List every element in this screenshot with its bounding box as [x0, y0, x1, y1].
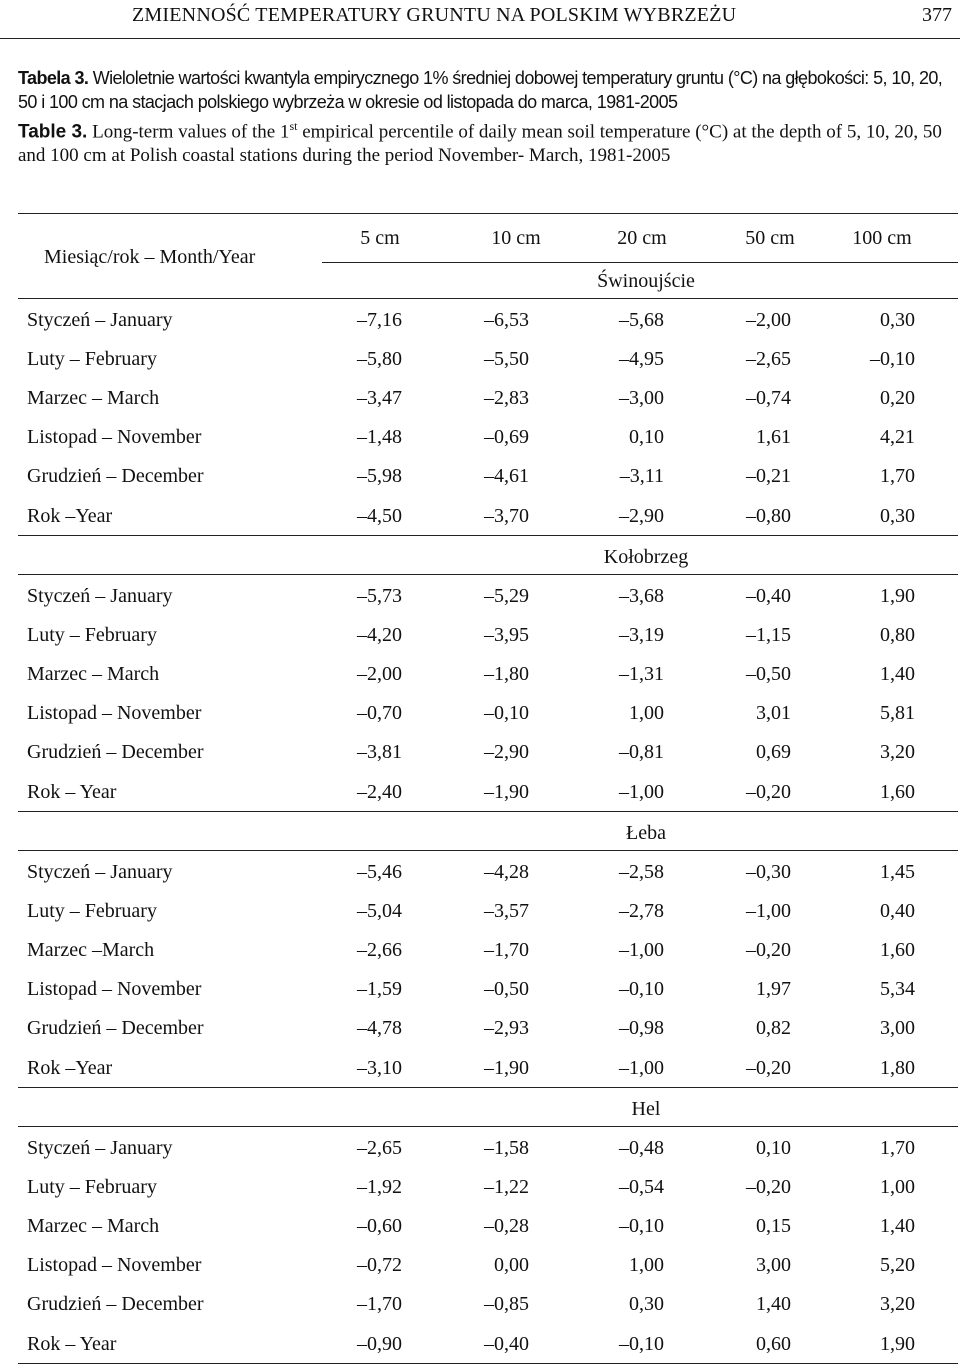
station-rule — [18, 1126, 958, 1127]
table-cell: 0,10 — [756, 1137, 791, 1159]
table-cell: –2,00 — [746, 309, 791, 331]
table-cell: –0,20 — [746, 1056, 791, 1079]
table-cell: –3,81 — [357, 741, 402, 764]
row-label: Luty – February — [27, 624, 157, 647]
row-label: Styczeń – January — [27, 1137, 173, 1159]
row-label: Marzec – March — [27, 1215, 160, 1238]
table-cell: 0,82 — [756, 1017, 791, 1040]
row-label: Luty – February — [27, 900, 157, 923]
table-cell: 3,00 — [756, 1254, 791, 1277]
table-cell: 5,34 — [880, 978, 915, 1001]
table-cell: –1,90 — [484, 1056, 529, 1079]
table-cell: –3,68 — [619, 585, 664, 607]
table-cell: –0,21 — [746, 465, 791, 488]
table-cell: –0,50 — [484, 978, 529, 1001]
table-cell: –3,10 — [357, 1056, 402, 1079]
table-cell: 0,69 — [756, 741, 791, 764]
table-cell: –1,58 — [484, 1137, 529, 1159]
table-cell: –0,54 — [619, 1176, 664, 1199]
table-cell: 5,81 — [880, 702, 915, 725]
table-cell: –4,78 — [357, 1017, 402, 1040]
table-cell: –0,50 — [746, 663, 791, 686]
table-cell: –5,29 — [484, 585, 529, 607]
caption-en-sup: st — [289, 119, 298, 133]
table-cell: 0,30 — [880, 309, 915, 331]
row-label: Rok –Year — [27, 504, 113, 527]
row-label: Marzec – March — [27, 387, 160, 410]
table-cell: –1,00 — [619, 780, 664, 803]
table-cell: –4,20 — [357, 624, 402, 647]
table-cell: –2,00 — [357, 663, 402, 686]
table-cell: 1,40 — [880, 663, 915, 686]
row-label: Listopad – November — [27, 426, 202, 449]
table-cell: –0,98 — [619, 1017, 664, 1040]
row-header-label: Miesiąc/rok – Month/Year — [44, 246, 256, 268]
running-title: ZMIENNOŚĆ TEMPERATURY GRUNTU NA POLSKIM WYBRZEŻU — [132, 4, 737, 26]
table-cell: –5,46 — [357, 861, 402, 883]
table-cell: 3,20 — [880, 741, 915, 764]
table-cell: –1,31 — [619, 663, 664, 686]
row-label: Marzec –March — [27, 939, 155, 962]
table-cell: –0,72 — [357, 1254, 402, 1277]
row-label: Rok –Year — [27, 1056, 113, 1079]
table-cell: 0,80 — [880, 624, 915, 647]
table-top-rule — [18, 213, 958, 214]
column-header-rule — [322, 262, 958, 263]
station-name: Kołobrzeg — [603, 546, 689, 568]
row-label: Grudzień – December — [27, 1017, 204, 1040]
section-rule — [18, 811, 958, 812]
table-cell: –3,57 — [484, 900, 529, 923]
column-header-4: 50 cm — [745, 227, 795, 249]
table-cell: 1,00 — [880, 1176, 915, 1199]
table-cell: 0,60 — [756, 1332, 791, 1355]
table-cell: –0,80 — [746, 504, 791, 527]
table-cell: –4,50 — [357, 504, 402, 527]
row-label: Styczeń – January — [27, 585, 173, 607]
row-label: Grudzień – December — [27, 741, 204, 764]
table-cell: –3,11 — [619, 465, 664, 488]
station-name: Łeba — [626, 822, 666, 844]
page-number: 377 — [922, 4, 952, 26]
table-cell: 1,70 — [880, 465, 915, 488]
table-cell: –0,40 — [746, 585, 791, 607]
caption-en-text-a: Long-term values of the 1 — [87, 121, 290, 143]
row-label: Styczeń – January — [27, 861, 173, 883]
table-cell: 0,00 — [494, 1254, 529, 1277]
table-cell: –5,50 — [484, 348, 529, 371]
row-label: Listopad – November — [27, 702, 202, 725]
caption-en-text-b: empirical percentile of daily mean soil temperature (°C) at the depth of 5, 10, 20, 50 and 100 cm at Polish coastal stations during the period November- March, 1981-2005 — [18, 121, 942, 167]
table-cell: 0,20 — [880, 387, 915, 410]
caption-pl-label: Tabela 3. — [18, 68, 89, 88]
table-cell: –0,28 — [484, 1215, 529, 1238]
table-cell: –1,92 — [357, 1176, 402, 1199]
table-cell: 0,10 — [629, 426, 664, 449]
table-cell: –2,90 — [484, 741, 529, 764]
table-cell: 1,00 — [629, 1254, 664, 1277]
table-cell: –1,59 — [357, 978, 402, 1001]
column-header-2: 10 cm — [491, 227, 541, 249]
table-cell: –0,69 — [484, 426, 529, 449]
table-cell: 1,60 — [880, 780, 915, 803]
table-cell: –5,04 — [357, 900, 402, 923]
table-cell: –1,80 — [484, 663, 529, 686]
table-cell: 1,97 — [756, 978, 791, 1001]
table-cell: 1,61 — [756, 426, 791, 449]
table-cell: –1,48 — [357, 426, 402, 449]
table-cell: 1,00 — [629, 702, 664, 725]
row-label: Listopad – November — [27, 978, 202, 1001]
section-rule — [18, 1087, 958, 1088]
caption-en-label: Table 3. — [18, 121, 88, 143]
table-bottom-rule — [18, 1363, 958, 1364]
station-rule — [18, 298, 958, 299]
table-cell: –2,65 — [357, 1137, 402, 1159]
table-cell: –3,19 — [619, 624, 664, 647]
table-cell: –2,93 — [484, 1017, 529, 1040]
table-cell: –0,20 — [746, 1176, 791, 1199]
table-cell: –5,73 — [357, 585, 402, 607]
table-cell: 1,90 — [880, 585, 915, 607]
table-cell: –3,47 — [357, 387, 402, 410]
table-cell: –5,98 — [357, 465, 402, 488]
table-cell: 1,40 — [880, 1215, 915, 1238]
table-cell: –2,90 — [619, 504, 664, 527]
table-cell: 5,20 — [880, 1254, 915, 1277]
table-cell: –2,65 — [746, 348, 791, 371]
table-cell: –0,10 — [619, 978, 664, 1001]
table-cell: –0,10 — [484, 702, 529, 725]
table-cell: –2,58 — [619, 861, 664, 883]
table-cell: –3,00 — [619, 387, 664, 410]
table-cell: –4,28 — [484, 861, 529, 883]
table-cell: –1,00 — [746, 900, 791, 923]
row-label: Listopad – November — [27, 1254, 202, 1277]
row-label: Rok – Year — [27, 1332, 117, 1355]
table-cell: –3,70 — [484, 504, 529, 527]
row-label: Grudzień – December — [27, 465, 204, 488]
table-cell: –1,70 — [357, 1293, 402, 1316]
table-cell: 0,30 — [880, 504, 915, 527]
table-cell: –0,90 — [357, 1332, 402, 1355]
column-header-1: 5 cm — [360, 227, 400, 249]
table-cell: –0,20 — [746, 939, 791, 962]
table-cell: 0,40 — [880, 900, 915, 923]
table-cell: –6,53 — [484, 309, 529, 331]
row-label: Luty – February — [27, 348, 157, 371]
column-header-3: 20 cm — [617, 227, 667, 249]
row-label: Grudzień – December — [27, 1293, 204, 1316]
section-rule — [18, 535, 958, 536]
table-cell: 1,40 — [756, 1293, 791, 1316]
table-cell: –0,40 — [484, 1332, 529, 1355]
table-cell: –0,70 — [357, 702, 402, 725]
table-cell: –1,22 — [484, 1176, 529, 1199]
table-cell: –1,00 — [619, 939, 664, 962]
table-cell: –0,60 — [357, 1215, 402, 1238]
table-cell: –1,90 — [484, 780, 529, 803]
table-cell: –2,66 — [357, 939, 402, 962]
table-cell: 4,21 — [880, 426, 915, 449]
table-cell: –7,16 — [357, 309, 402, 331]
table-cell: –4,61 — [484, 465, 529, 488]
table-cell: –0,74 — [746, 387, 791, 410]
table-cell: –5,68 — [619, 309, 664, 331]
station-rule — [18, 850, 958, 851]
table-cell: –2,40 — [357, 780, 402, 803]
table-cell: –0,10 — [619, 1332, 664, 1355]
table-cell: –0,20 — [746, 780, 791, 803]
table-cell: –0,10 — [870, 348, 915, 371]
station-name: Świnoujście — [597, 270, 695, 292]
column-header-5: 100 cm — [852, 227, 912, 249]
table-cell: –3,95 — [484, 624, 529, 647]
row-label: Luty – February — [27, 1176, 157, 1199]
table-cell: –1,15 — [746, 624, 791, 647]
table-cell: 0,15 — [756, 1215, 791, 1238]
caption-pl-text: Wieloletnie wartości kwantyla empirycznego 1% średniej dobowej temperatury gruntu (°C) na głębokości: 5, 10, 20, 50 i 100 cm na stacjach polskiego wybrzeża w okresie od listopada do marca, 1981-2005 — [18, 68, 943, 112]
row-label: Rok – Year — [27, 780, 117, 803]
table-cell: –2,78 — [619, 900, 664, 923]
table-cell: –1,00 — [619, 1056, 664, 1079]
table-cell: –0,48 — [619, 1137, 664, 1159]
table-cell: 1,45 — [880, 861, 915, 883]
table-cell: –0,10 — [619, 1215, 664, 1238]
row-label: Marzec – March — [27, 663, 160, 686]
table-cell: –5,80 — [357, 348, 402, 371]
table-cell: –0,81 — [619, 741, 664, 764]
table-cell: –0,30 — [746, 861, 791, 883]
table-cell: 1,60 — [880, 939, 915, 962]
table-cell: 3,20 — [880, 1293, 915, 1316]
table-cell: –2,83 — [484, 387, 529, 410]
table-cell: –4,95 — [619, 348, 664, 371]
table-cell: 3,01 — [756, 702, 791, 725]
table-cell: 1,70 — [880, 1137, 915, 1159]
table-cell: 3,00 — [880, 1017, 915, 1040]
table-cell: 1,80 — [880, 1056, 915, 1079]
station-name: Hel — [631, 1098, 661, 1120]
table-cell: 1,90 — [880, 1332, 915, 1355]
table-cell: –1,70 — [484, 939, 529, 962]
station-rule — [18, 574, 958, 575]
table-cell: 0,30 — [629, 1293, 664, 1316]
table-cell: –0,85 — [484, 1293, 529, 1316]
row-label: Styczeń – January — [27, 309, 173, 331]
